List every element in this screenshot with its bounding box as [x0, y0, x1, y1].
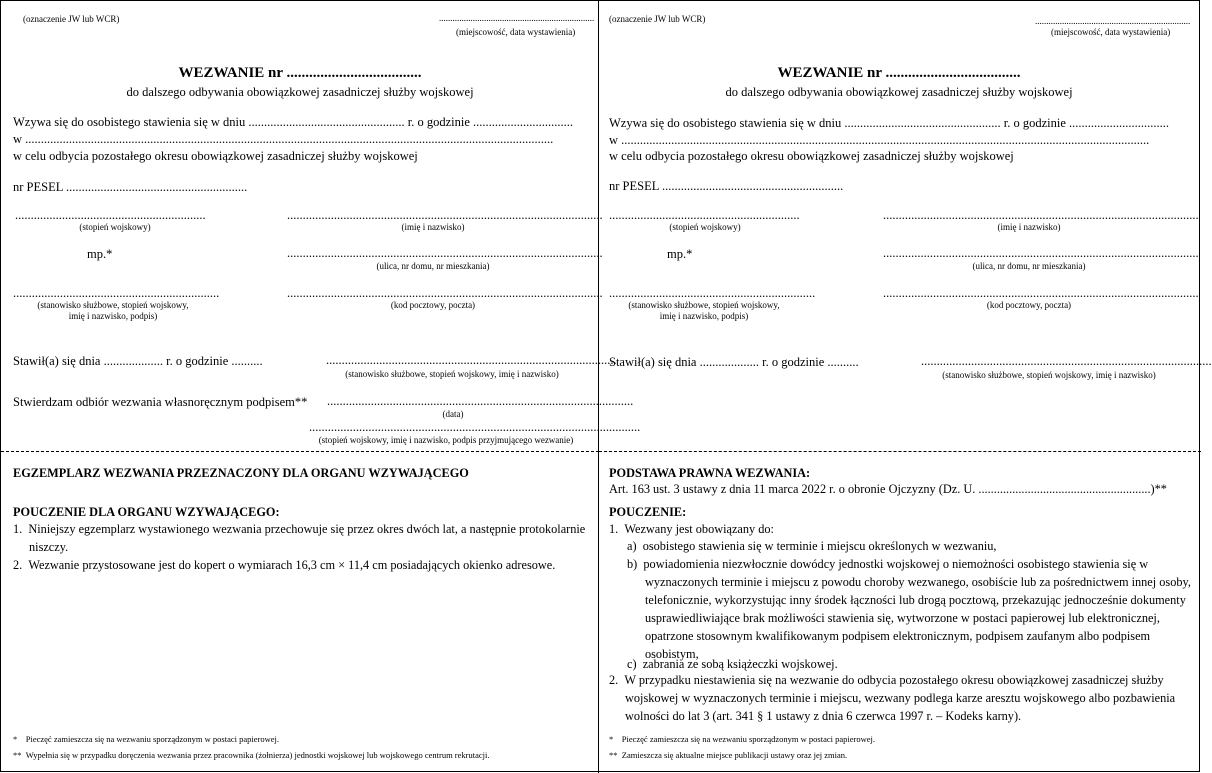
legal-section: [599, 451, 1201, 773]
instr-sub-a: a) osobistego stawienia się w terminie i miejscu określonych w wezwaniu,: [627, 539, 997, 553]
name-label: (imię i nazwisko): [997, 222, 1061, 232]
sign-label-1: (stanowisko służbowe, stopień wojskowy,: [628, 300, 780, 310]
instr-item-1: 1. Wezwany jest obowiązany do:: [609, 522, 774, 536]
appeared-line: Stawił(a) się dnia ................... r. o godzinie ..........: [609, 355, 859, 369]
summons-title: WEZWANIE nr ....................................: [777, 65, 1021, 81]
place-dots: .....................................................................: [439, 13, 595, 23]
place-line: w .........................................................................................................................................................................: [609, 133, 1150, 147]
call-line: Wzywa się do osobistego stawienia się w dniu .................................................. r. o godzinie ................................: [609, 116, 1170, 130]
copy-footnote-1: * Pieczęć zamieszcza się na wezwaniu sporządzonym w postaci papierowej.: [13, 734, 279, 744]
copy-item-2: 2. Wezwanie przystosowane jest do kopert o wymiarach 16,3 cm × 11,4 cm posiadających okienko adresowe.: [13, 558, 556, 572]
place-line: w .........................................................................................................................................................................: [13, 132, 554, 146]
street-dots: .....................................................................................................: [883, 246, 1199, 260]
org-label: (oznaczenie JW lub WCR): [23, 14, 120, 24]
postal-dots: .....................................................................................................: [883, 286, 1199, 300]
rank-dots: .............................................................: [15, 208, 206, 222]
name-label: (imię i nazwisko): [401, 222, 465, 232]
postal-label: (kod pocztowy, poczta): [986, 300, 1072, 310]
sign-dots: ..................................................................: [13, 286, 220, 300]
call-line: Wzywa się do osobistego stawienia się w dniu .................................................. r. o godzinie ................................: [13, 115, 574, 129]
place-label: (miejscowość, data wystawienia): [1051, 27, 1171, 37]
receipt-sign-dots: ..........................................................................................................: [309, 420, 641, 434]
issuer-copy-section: [1, 451, 599, 773]
appeared-label: (stanowisko służbowe, stopień wojskowy, imię i nazwisko): [345, 369, 559, 379]
street-dots: .....................................................................................................: [287, 246, 603, 260]
legal-footnote-1: * Pieczęć zamieszcza się na wezwaniu sporządzonym w postaci papierowej.: [609, 734, 875, 744]
legal-footnote-2: ** Zamieszcza się aktualne miejsce publikacji ustawy oraz jej zmian.: [609, 750, 848, 760]
place-label: (miejscowość, data wystawienia): [456, 27, 576, 37]
receipt-sign-label: (stopień wojskowy, imię i nazwisko, podpis przyjmującego wezwanie): [318, 435, 574, 445]
legal-basis: Art. 163 ust. 3 ustawy z dnia 11 marca 2022 r. o obronie Ojczyzny (Dz. U. ........................................................)**: [609, 482, 1167, 496]
sign-label-2: imię i nazwisko, podpis): [68, 311, 158, 321]
appeared-label: (stanowisko służbowe, stopień wojskowy, imię i nazwisko): [942, 370, 1156, 380]
purpose-line: w celu odbycia pozostałego okresu obowiązkowej zasadniczej służby wojskowej: [13, 149, 418, 163]
instr-sub-b: b) powiadomienia niezwłocznie dowódcy jednostki wojskowej o niemożności osobistego stawienia się w wyznaczonych terminie i miejscu z powodu choroby wezwanego, osobiście lub za pośrednictwem innej osoby, telefonicznie, wykorzystując inny środek łączności lub drogą pocztową, przekazując jednocześnie dokumenty usprawiedliwiające brak możliwości stawienia się, wytworzone w postaci papierowej lub elektronicznej, opatrzone stosownym kwalifikowanym podpisem elektronicznym, podpisem zaufanym albo podpisem osobistym,: [627, 557, 1191, 661]
instr-item-2: 2. W przypadku niestawienia się na wezwanie do odbycia pozostałego okresu obowiązkowej zasadniczej służby wojskowej w wyznaczonych terminie i miejscu, wezwany podlega karze aresztu wojskowego albo pozbawienia wolności do lat 3 (art. 341 § 1 ustawy z dnia 6 czerwca 1997 r. – Kodeks karny).: [609, 673, 1176, 723]
receipt-date-dots: ..................................................................................................: [327, 394, 634, 408]
appeared-line: Stawił(a) się dnia ................... r. o godzinie ..........: [13, 354, 263, 368]
copy-instr-header: POUCZENIE DLA ORGANU WZYWAJĄCEGO:: [13, 505, 280, 519]
summons-title: WEZWANIE nr ....................................: [178, 65, 422, 81]
legal-header: PODSTAWA PRAWNA WEZWANIA:: [609, 466, 811, 480]
postal-label: (kod pocztowy, poczta): [390, 300, 476, 310]
appeared-dots: .............................................................................................: [921, 354, 1212, 368]
appeared-dots: .............................................................................................: [326, 353, 617, 367]
pesel-field: nr PESEL ..........................................................: [609, 179, 844, 193]
org-label: (oznaczenie JW lub WCR): [609, 14, 706, 24]
summons-left: [1, 1, 641, 451]
rank-label: (stopień wojskowy): [79, 222, 151, 232]
copy-item-1: 1. Niniejszy egzemplarz wystawionego wezwania przechowuje się przez okres dwóch lat, a następnie protokolarnie niszczy.: [13, 522, 586, 554]
street-label: (ulica, nr domu, nr mieszkania): [376, 261, 490, 271]
purpose-line: w celu odbycia pozostałego okresu obowiązkowej zasadniczej służby wojskowej: [609, 149, 1014, 163]
sign-label-1: (stanowisko służbowe, stopień wojskowy,: [37, 300, 189, 310]
receipt-date-label: (data): [442, 409, 464, 419]
rank-dots: .............................................................: [609, 208, 800, 222]
postal-dots: .....................................................................................................: [287, 286, 603, 300]
summons-subtitle: do dalszego odbywania obowiązkowej zasadniczej służby wojskowej: [725, 85, 1073, 99]
summons-subtitle: do dalszego odbywania obowiązkowej zasadniczej służby wojskowej: [126, 85, 474, 99]
copy-header: EGZEMPLARZ WEZWANIA PRZEZNACZONY DLA ORGANU WZYWAJĄCEGO: [13, 466, 469, 480]
instr-sub-c: c) zabrania ze sobą książeczki wojskowej.: [627, 657, 838, 671]
instr-header: POUCZENIE:: [609, 505, 687, 519]
name-dots: .....................................................................................................: [287, 208, 603, 222]
copy-footnote-2: ** Wypełnia się w przypadku doręczenia wezwania przez pracownika (żołnierza) jednostki wojskowej lub wojskowego centrum rekrutacji.: [13, 750, 490, 760]
pesel-field: nr PESEL ..........................................................: [13, 180, 248, 194]
street-label: (ulica, nr domu, nr mieszkania): [972, 261, 1086, 271]
sign-dots: ..................................................................: [609, 286, 816, 300]
sign-label-2: imię i nazwisko, podpis): [659, 311, 749, 321]
name-dots: .....................................................................................................: [883, 208, 1199, 222]
stamp-mark: mp.*: [667, 247, 693, 261]
place-dots: .....................................................................: [1035, 16, 1191, 26]
stamp-mark: mp.*: [87, 247, 113, 261]
receipt-text: Stwierdzam odbiór wezwania własnoręcznym podpisem**: [13, 395, 308, 409]
rank-label: (stopień wojskowy): [669, 222, 741, 232]
summons-right: [599, 1, 1212, 451]
